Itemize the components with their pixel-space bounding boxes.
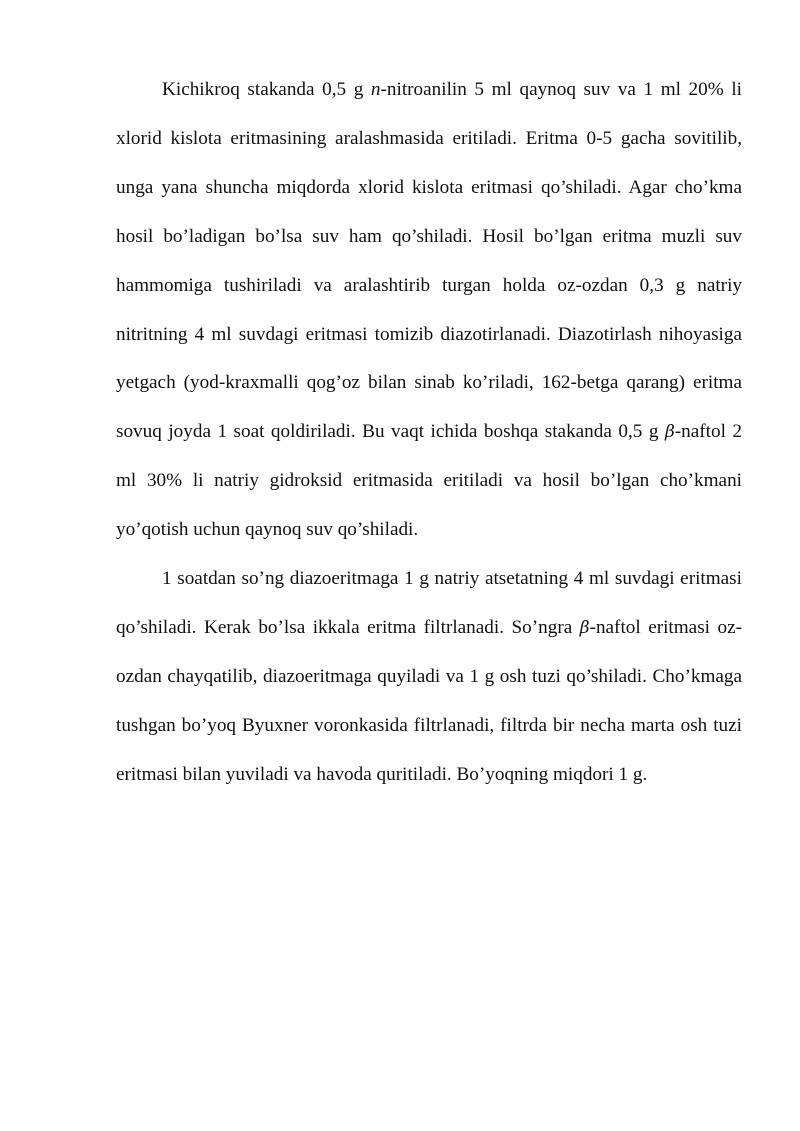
- paragraph-2-text-a: 1 soatdan so’ng diazoeritmaga 1 g natriy atsetatning 4 ml suvdagi eritmasi qo’shiladi. Kerak bo’lsa ikkala eritma filtrlanadi. So’ngra: [116, 568, 742, 638]
- paragraph-1-text-c: -naftol 2 ml 30% li natriy gidroksid eritmasida eritiladi va hosil bo’lgan cho’kmani yo’qotish uchun qaynoq suv qo’shiladi.: [116, 421, 742, 541]
- paragraph-1-n-italic: n: [370, 79, 381, 100]
- paragraph-2: [116, 555, 742, 800]
- document-page: [116, 66, 742, 800]
- paragraph-1: [116, 66, 742, 555]
- beta-symbol: β: [579, 617, 590, 638]
- beta-symbol: β: [664, 422, 675, 443]
- paragraph-1-text-b: -nitroanilin 5 ml qaynoq suv va 1 ml 20% li xlorid kislota eritmasining aralashmasida eritiladi. Eritma 0-5 gacha sovitilib, unga yana shuncha miqdorda xlorid kislota eritmasi qo’shiladi. Agar cho’kma hosil bo’ladigan bo’lsa suv ham qo’shiladi. Hosil bo’lgan eritma muzli suv hammomiga tushiriladi va aralashtirib turgan holda oz-ozdan 0,3 g natriy nitritning 4 ml suvdagi eritmasi tomizib diazotirlanadi. Diazotirlash nihoyasiga yetgach (yod-kraxmalli qog’oz bilan sinab ko’riladi, 162-betga qarang) eritma sovuq joyda 1 soat qoldiriladi. Bu vaqt ichida boshqa stakanda 0,5 g: [116, 79, 742, 443]
- paragraph-2-text-b: -naftol eritmasi oz-ozdan chayqatilib, diazoeritmaga quyiladi va 1 g osh tuzi qo’shiladi. Cho’kmaga tushgan bo’yoq Byuxner voronkasida filtrlanadi, filtrda bir necha marta osh tuzi eritmasi bilan yuviladi va havoda quritiladi. Bo’yoqning miqdori 1 g.: [116, 616, 742, 785]
- paragraph-1-text-a: Kichikroq stakanda 0,5 g: [162, 79, 371, 100]
